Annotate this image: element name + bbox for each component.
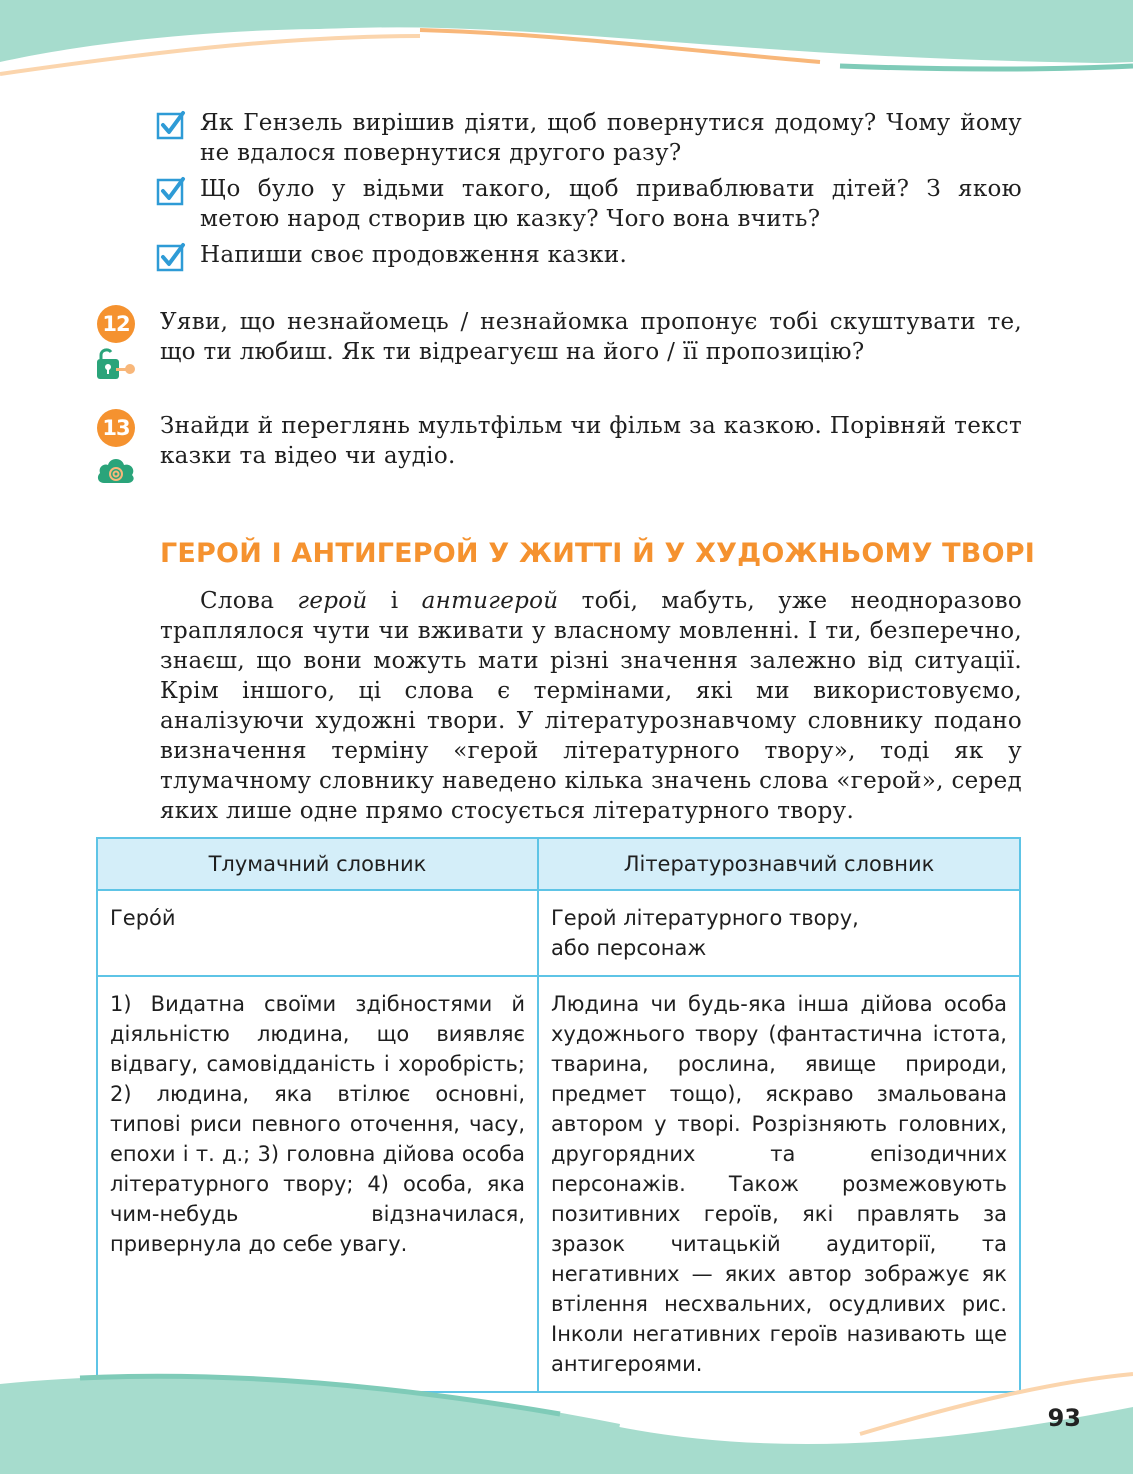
question-text: Напиши своє продовження казки. [200,242,628,268]
task-12 [96,305,1022,383]
checkbox-checked-icon [156,242,186,272]
list-item [156,108,1022,168]
table-cell: Людина чи будь-яка інша дійова особа художнього твору (фантастична істота, тварина, рослина, явище природи, предмет тощо), яскраво змальована автором у творі. Розрізняють головних, другорядних та епізодичних персонажів. Також розмежовують позитивних героїв, які правлять за зразок читацькій аудиторії, та негативних — яких автор зображує як втілення несхвальних, осудливих рис. Інколи негативних героїв називають ще антигероями. [538,976,1020,1392]
table-row [97,976,1020,1392]
top-wave-decoration [0,0,1133,90]
column-header: Тлумачний словник [97,838,538,890]
cloud-at-icon [96,451,136,487]
task-number-badge: 12 [97,305,135,343]
list-item [156,240,1022,272]
table-cell: Геро́й [97,890,538,976]
dictionary-table [96,837,1021,1393]
bottom-wave-decoration [0,1364,1133,1474]
task-text: Уяви, що незнайомець / незнайомка пропонує тобі скуштувати те, що ти любиш. Як ти відреагуєш на його / її пропозицію? [160,309,1022,365]
table-cell: 1) Видатна своїми здібностями й діяльністю людина, що виявляє відвагу, самовідданість і хоробрість; 2) людина, яка втілює основні, типові риси певного оточення, часу, епохи і т. д.; 3) головна дійова особа літературного твору; 4) особа, яка чим-небудь відзначилася, привернула до себе увагу. [97,976,538,1392]
section-heading: ГЕРОЙ І АНТИГЕРОЙ У ЖИТТІ Й У ХУДОЖНЬОМУ ТВОРІ [160,538,1035,569]
question-list [156,108,1022,278]
list-item [156,174,1022,234]
page-number: 93 [1047,1404,1081,1432]
task-text: Знайди й переглянь мультфільм чи фільм за казкою. Порівняй текст казки та відео чи аудіо. [160,413,1022,469]
column-header: Літературознавчий словник [538,838,1020,890]
unlock-key-icon [96,347,136,383]
intro-paragraph: Слова герой і антигерой тобі, мабуть, уже неодноразово траплялося чути чи вживати у власному мовленні. І ти, безперечно, знаєш, що вони можуть мати різні значення залежно від ситуації. Крім іншого, ці слова є термінами, які ми використовуємо, аналізуючи художні твори. У літературознавчому словнику подано визначення терміну «герой літературного твору», тоді як у тлумачному словнику наведено кілька значень слова «герой», серед яких лише одне прямо стосується літературного твору. [160,588,1022,824]
table-header-row [97,838,1020,890]
term-antihero: антигерой [421,588,559,614]
table-cell: Герой літературного твору, або персонаж [538,890,1020,976]
task-number-badge: 13 [97,409,135,447]
term-hero: герой [297,588,368,614]
checkbox-checked-icon [156,176,186,206]
task-13 [96,409,1022,487]
checkbox-checked-icon [156,110,186,140]
question-text: Що було у відьми такого, щоб приваблювати дітей? З якою метою народ створив цю казку? Чого вона вчить? [200,176,1022,232]
question-text: Як Гензель вирішив діяти, щоб повернутися додому? Чому йому не вдалося повернутися другого разу? [200,110,1022,166]
table-row [97,890,1020,976]
